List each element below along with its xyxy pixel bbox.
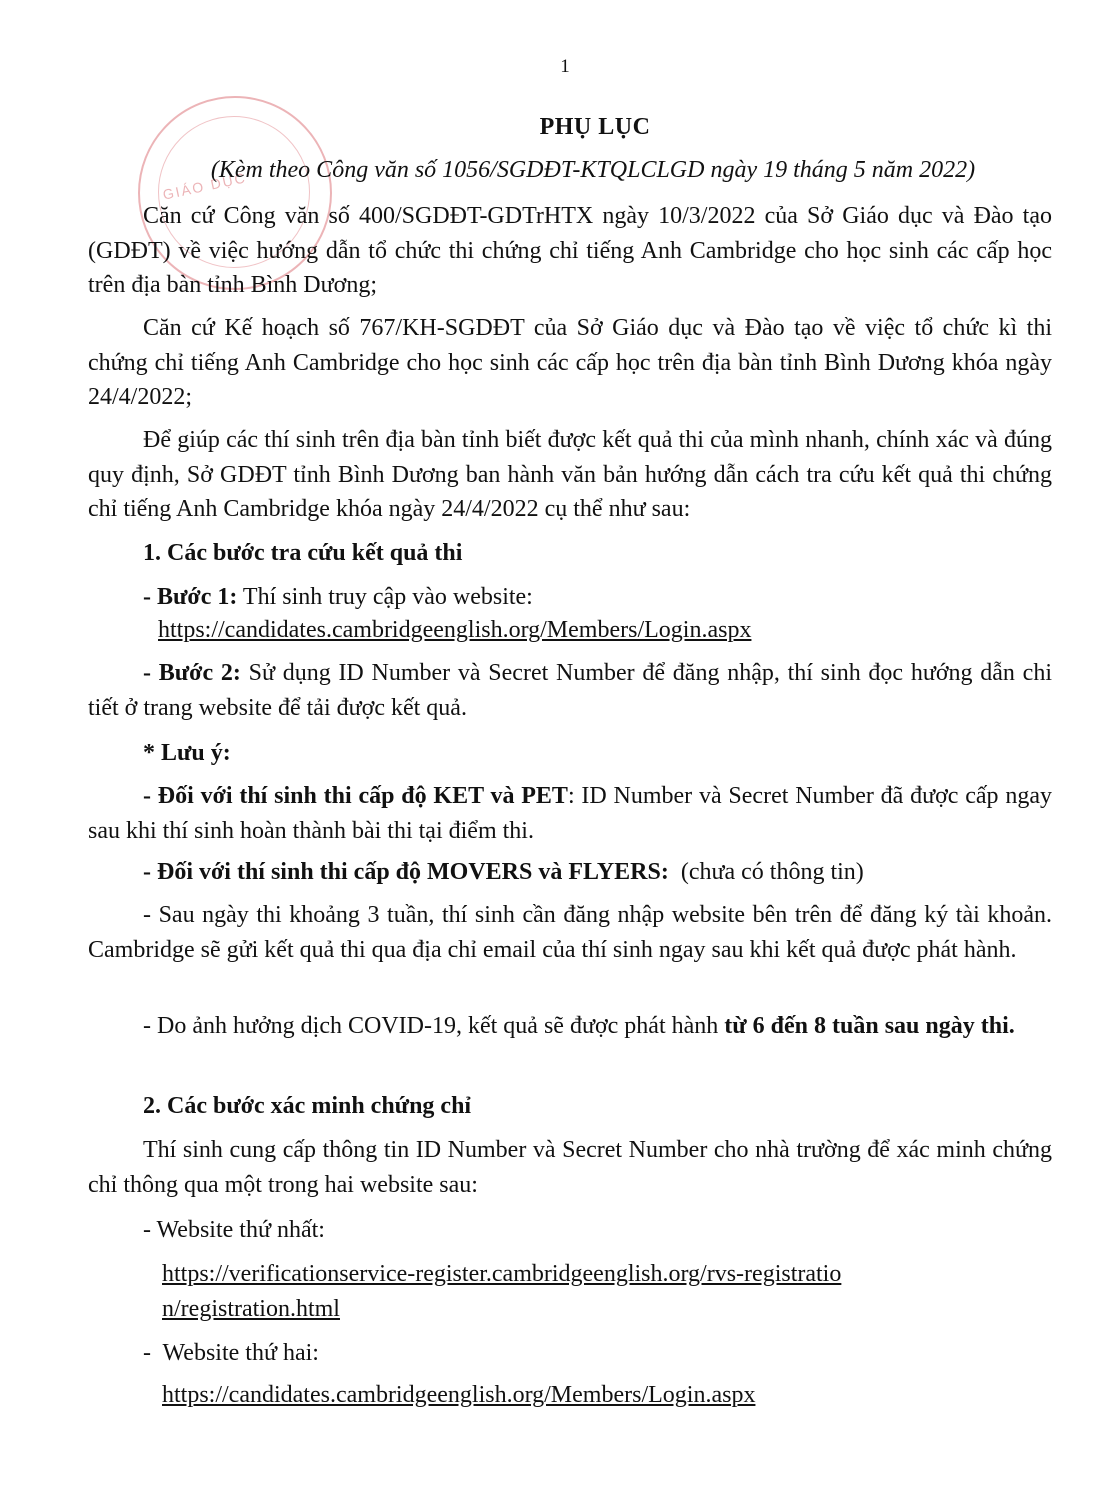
- step-1-url-block: [158, 613, 1058, 648]
- step-1-paragraph: [88, 580, 1052, 615]
- section-1-heading: 1. Các bước tra cứu kết quả thi: [143, 540, 463, 566]
- covid-text: - Do ảnh hưởng dịch COVID-19, kết quả sẽ được phát hành: [143, 1013, 725, 1039]
- section-2-heading: 2. Các bước xác minh chứng chỉ: [143, 1093, 472, 1119]
- step-1: [88, 580, 1052, 615]
- official-stamp-text: GIÁO DỤC: [161, 169, 248, 203]
- section-2: [88, 1089, 1052, 1124]
- covid-note: [88, 1009, 1052, 1044]
- movers-flyers-note: [88, 855, 1052, 890]
- movers-flyers-text: (chưa có thông tin): [668, 859, 864, 885]
- section-1: [88, 536, 1052, 571]
- paragraph-legal-basis-1: Căn cứ Công văn số 400/SGDĐT-GDTrHTX ngày 10/3/2022 của Sở Giáo dục và Đào tạo (GDĐT) về việc hướng dẫn tổ chức thi chứng chỉ tiếng Anh Cambridge cho học sinh các cấp học trên địa bàn tỉnh Bình Dương;: [88, 203, 1052, 298]
- movers-flyers-label: - Đối với thí sinh thi cấp độ MOVERS và FLYERS:: [143, 859, 669, 885]
- paragraph-legal-basis-2: Căn cứ Kế hoạch số 767/KH-SGDĐT của Sở Giáo dục và Đào tạo về việc tổ chức kì thi chứng chỉ tiếng Anh Cambridge cho học sinh các cấp học trên địa bàn tỉnh Bình Dương khóa ngày 24/4/2022;: [88, 315, 1052, 410]
- intro-block: [88, 199, 1052, 303]
- note-heading: * Lưu ý:: [143, 740, 231, 766]
- section-2-intro-block: [88, 1133, 1052, 1202]
- website-2-url-link[interactable]: https://candidates.cambridgeenglish.org/Members/Login.aspx: [162, 1382, 756, 1408]
- after-exam-note: [88, 898, 1052, 967]
- website-2-url-block: [162, 1378, 1062, 1413]
- page-number: 1: [560, 56, 570, 77]
- step-2-paragraph: [88, 656, 1052, 725]
- website-2-label: - Website thứ hai:: [143, 1340, 319, 1366]
- step-1-text: Thí sinh truy cập vào website:: [237, 584, 533, 610]
- ket-pet-note: [88, 779, 1052, 848]
- covid-paragraph: [88, 1009, 1052, 1044]
- paragraph-purpose: Để giúp các thí sinh trên địa bàn tỉnh biết được kết quả thi của mình nhanh, chính xác và đúng quy định, Sở GDĐT tỉnh Bình Dương ban hành văn bản hướng dẫn cách tra cứu kết quả thi chứng chỉ tiếng Anh Cambridge khóa ngày 24/4/2022 cụ thể như sau:: [88, 427, 1052, 522]
- section-2-intro: Thí sinh cung cấp thông tin ID Number và Secret Number cho nhà trường để xác minh chứng chỉ thông qua một trong hai website sau:: [88, 1137, 1052, 1198]
- website-1-label: - Website thứ nhất:: [143, 1217, 325, 1243]
- note-heading-block: [88, 736, 1052, 771]
- ket-pet-paragraph: [88, 779, 1052, 848]
- movers-flyers-paragraph: [88, 855, 1052, 890]
- website-2-label-block: [88, 1336, 1052, 1371]
- intro-block-3: [88, 423, 1052, 527]
- step-2-text: Sử dụng ID Number và Secret Number để đăng nhập, thí sinh đọc hướng dẫn chi tiết ở trang website để tải được kết quả.: [88, 660, 1052, 721]
- website-1-url-link[interactable]: https://verificationservice-register.cambridgeenglish.org/rvs-registration/registration.html: [162, 1261, 842, 1322]
- covid-bold-text: từ 6 đến 8 tuần sau ngày thi.: [724, 1013, 1015, 1039]
- document-subtitle: (Kèm theo Công văn số 1056/SGDĐT-KTQLCLGD ngày 19 tháng 5 năm 2022): [210, 157, 976, 183]
- after-exam-paragraph: - Sau ngày thi khoảng 3 tuần, thí sinh cần đăng nhập website bên trên để đăng ký tài khoản. Cambridge sẽ gửi kết quả thi qua địa chỉ email của thí sinh ngay sau khi kết quả được phát hành.: [88, 902, 1052, 963]
- document-title: PHỤ LỤC: [539, 114, 651, 140]
- intro-block-2: [88, 311, 1052, 415]
- website-1-url-block: [162, 1257, 852, 1326]
- website-1-label-block: [88, 1213, 1052, 1248]
- step-1-url-link[interactable]: https://candidates.cambridgeenglish.org/Members/Login.aspx: [158, 617, 752, 643]
- ket-pet-label: - Đối với thí sinh thi cấp độ KET và PET: [143, 783, 568, 809]
- step-1-label: - Bước 1:: [143, 584, 238, 610]
- step-2-label: - Bước 2:: [143, 660, 241, 686]
- step-2: [88, 656, 1052, 725]
- ket-pet-text: : ID Number và Secret Number đã được cấp ngay sau khi thí sinh hoàn thành bài thi tại điểm thi.: [88, 783, 1052, 844]
